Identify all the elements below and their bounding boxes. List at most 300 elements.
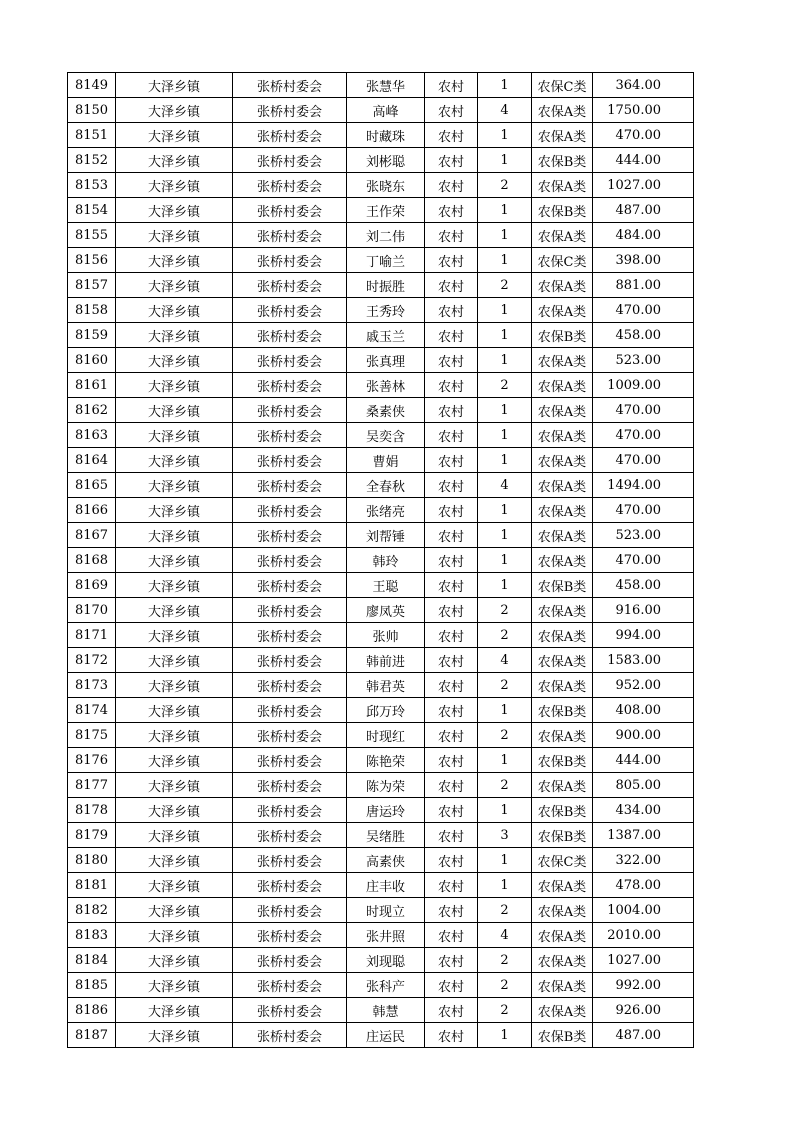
person-name-cell: 吴绪胜	[347, 823, 425, 848]
area-type-cell: 农村	[425, 873, 478, 898]
household-count-cell: 4	[478, 923, 532, 948]
person-name-cell: 刘帮锤	[347, 523, 425, 548]
area-type-cell: 农村	[425, 973, 478, 998]
township-cell: 大泽乡镇	[116, 548, 233, 573]
village-committee-cell: 张桥村委会	[233, 523, 347, 548]
household-count-cell: 1	[478, 848, 532, 873]
household-count-cell: 1	[478, 448, 532, 473]
person-name-cell: 时振胜	[347, 273, 425, 298]
person-name-cell: 刘二伟	[347, 223, 425, 248]
area-type-cell: 农村	[425, 998, 478, 1023]
village-committee-cell: 张桥村委会	[233, 623, 347, 648]
row-number-cell: 8176	[68, 748, 116, 773]
township-cell: 大泽乡镇	[116, 973, 233, 998]
row-number-cell: 8181	[68, 873, 116, 898]
village-committee-cell: 张桥村委会	[233, 748, 347, 773]
township-cell: 大泽乡镇	[116, 673, 233, 698]
table-row	[68, 198, 694, 223]
township-cell: 大泽乡镇	[116, 373, 233, 398]
insurance-category-cell: 农保A类	[532, 723, 593, 748]
village-committee-cell: 张桥村委会	[233, 548, 347, 573]
row-number-cell: 8152	[68, 148, 116, 173]
area-type-cell: 农村	[425, 1023, 478, 1048]
amount-cell: 1750.00	[593, 98, 694, 123]
insurance-category-cell: 农保A类	[532, 448, 593, 473]
township-cell: 大泽乡镇	[116, 423, 233, 448]
amount-cell: 444.00	[593, 148, 694, 173]
row-number-cell: 8155	[68, 223, 116, 248]
amount-cell: 487.00	[593, 1023, 694, 1048]
village-committee-cell: 张桥村委会	[233, 473, 347, 498]
township-cell: 大泽乡镇	[116, 473, 233, 498]
amount-cell: 484.00	[593, 223, 694, 248]
area-type-cell: 农村	[425, 898, 478, 923]
township-cell: 大泽乡镇	[116, 948, 233, 973]
area-type-cell: 农村	[425, 948, 478, 973]
person-name-cell: 高峰	[347, 98, 425, 123]
household-count-cell: 1	[478, 148, 532, 173]
amount-cell: 364.00	[593, 73, 694, 98]
row-number-cell: 8177	[68, 773, 116, 798]
person-name-cell: 韩君英	[347, 673, 425, 698]
amount-cell: 952.00	[593, 673, 694, 698]
village-committee-cell: 张桥村委会	[233, 148, 347, 173]
insurance-category-cell: 农保B类	[532, 148, 593, 173]
household-count-cell: 2	[478, 623, 532, 648]
person-name-cell: 全春秋	[347, 473, 425, 498]
amount-cell: 805.00	[593, 773, 694, 798]
insurance-category-cell: 农保B类	[532, 698, 593, 723]
amount-cell: 1009.00	[593, 373, 694, 398]
row-number-cell: 8169	[68, 573, 116, 598]
row-number-cell: 8180	[68, 848, 116, 873]
row-number-cell: 8175	[68, 723, 116, 748]
village-committee-cell: 张桥村委会	[233, 723, 347, 748]
village-committee-cell: 张桥村委会	[233, 848, 347, 873]
village-committee-cell: 张桥村委会	[233, 298, 347, 323]
amount-cell: 408.00	[593, 698, 694, 723]
insurance-category-cell: 农保A类	[532, 498, 593, 523]
township-cell: 大泽乡镇	[116, 648, 233, 673]
village-committee-cell: 张桥村委会	[233, 373, 347, 398]
household-count-cell: 1	[478, 248, 532, 273]
township-cell: 大泽乡镇	[116, 73, 233, 98]
table-row	[68, 273, 694, 298]
household-count-cell: 1	[478, 498, 532, 523]
township-cell: 大泽乡镇	[116, 698, 233, 723]
village-committee-cell: 张桥村委会	[233, 873, 347, 898]
household-count-cell: 1	[478, 423, 532, 448]
table-row	[68, 298, 694, 323]
table-row	[68, 973, 694, 998]
insurance-category-cell: 农保A类	[532, 348, 593, 373]
household-count-cell: 1	[478, 123, 532, 148]
insurance-category-cell: 农保A类	[532, 373, 593, 398]
row-number-cell: 8168	[68, 548, 116, 573]
amount-cell: 487.00	[593, 198, 694, 223]
village-committee-cell: 张桥村委会	[233, 798, 347, 823]
township-cell: 大泽乡镇	[116, 873, 233, 898]
village-committee-cell: 张桥村委会	[233, 248, 347, 273]
insurance-category-cell: 农保A类	[532, 523, 593, 548]
village-committee-cell: 张桥村委会	[233, 73, 347, 98]
amount-cell: 1004.00	[593, 898, 694, 923]
insurance-category-cell: 农保B类	[532, 748, 593, 773]
household-count-cell: 2	[478, 173, 532, 198]
area-type-cell: 农村	[425, 698, 478, 723]
row-number-cell: 8186	[68, 998, 116, 1023]
person-name-cell: 韩慧	[347, 998, 425, 1023]
person-name-cell: 张善林	[347, 373, 425, 398]
township-cell: 大泽乡镇	[116, 98, 233, 123]
row-number-cell: 8163	[68, 423, 116, 448]
person-name-cell: 张真理	[347, 348, 425, 373]
table-row	[68, 748, 694, 773]
row-number-cell: 8162	[68, 398, 116, 423]
township-cell: 大泽乡镇	[116, 748, 233, 773]
amount-cell: 458.00	[593, 573, 694, 598]
amount-cell: 470.00	[593, 423, 694, 448]
insurance-category-cell: 农保A类	[532, 648, 593, 673]
insurance-category-cell: 农保A类	[532, 398, 593, 423]
township-cell: 大泽乡镇	[116, 898, 233, 923]
person-name-cell: 韩玲	[347, 548, 425, 573]
area-type-cell: 农村	[425, 298, 478, 323]
township-cell: 大泽乡镇	[116, 198, 233, 223]
area-type-cell: 农村	[425, 848, 478, 873]
area-type-cell: 农村	[425, 823, 478, 848]
table-row	[68, 798, 694, 823]
amount-cell: 470.00	[593, 498, 694, 523]
person-name-cell: 刘现聪	[347, 948, 425, 973]
table-row	[68, 723, 694, 748]
row-number-cell: 8150	[68, 98, 116, 123]
table-row	[68, 498, 694, 523]
amount-cell: 881.00	[593, 273, 694, 298]
table-row	[68, 423, 694, 448]
person-name-cell: 陈为荣	[347, 773, 425, 798]
township-cell: 大泽乡镇	[116, 398, 233, 423]
household-count-cell: 1	[478, 223, 532, 248]
insurance-category-cell: 农保A类	[532, 298, 593, 323]
township-cell: 大泽乡镇	[116, 273, 233, 298]
table-row	[68, 373, 694, 398]
insurance-category-cell: 农保A类	[532, 948, 593, 973]
amount-cell: 444.00	[593, 748, 694, 773]
area-type-cell: 农村	[425, 323, 478, 348]
township-cell: 大泽乡镇	[116, 348, 233, 373]
household-count-cell: 2	[478, 998, 532, 1023]
area-type-cell: 农村	[425, 548, 478, 573]
amount-cell: 2010.00	[593, 923, 694, 948]
table-row	[68, 773, 694, 798]
table-row	[68, 523, 694, 548]
village-committee-cell: 张桥村委会	[233, 673, 347, 698]
insurance-category-cell: 农保B类	[532, 573, 593, 598]
person-name-cell: 时藏珠	[347, 123, 425, 148]
amount-cell: 1494.00	[593, 473, 694, 498]
village-committee-cell: 张桥村委会	[233, 223, 347, 248]
table-row	[68, 673, 694, 698]
insurance-category-cell: 农保A类	[532, 898, 593, 923]
area-type-cell: 农村	[425, 473, 478, 498]
household-count-cell: 1	[478, 73, 532, 98]
insurance-category-cell: 农保A类	[532, 423, 593, 448]
insurance-category-cell: 农保C类	[532, 248, 593, 273]
insurance-category-cell: 农保C类	[532, 73, 593, 98]
household-count-cell: 1	[478, 348, 532, 373]
household-count-cell: 2	[478, 598, 532, 623]
household-count-cell: 2	[478, 773, 532, 798]
area-type-cell: 农村	[425, 98, 478, 123]
amount-cell: 523.00	[593, 523, 694, 548]
village-committee-cell: 张桥村委会	[233, 898, 347, 923]
table-row	[68, 98, 694, 123]
township-cell: 大泽乡镇	[116, 523, 233, 548]
table-row	[68, 573, 694, 598]
table-row	[68, 598, 694, 623]
village-committee-cell: 张桥村委会	[233, 323, 347, 348]
table-row	[68, 148, 694, 173]
insurance-category-cell: 农保B类	[532, 198, 593, 223]
area-type-cell: 农村	[425, 198, 478, 223]
household-count-cell: 1	[478, 873, 532, 898]
insurance-category-cell: 农保B类	[532, 798, 593, 823]
table-row	[68, 823, 694, 848]
area-type-cell: 农村	[425, 273, 478, 298]
household-count-cell: 2	[478, 673, 532, 698]
table-row	[68, 473, 694, 498]
amount-cell: 1583.00	[593, 648, 694, 673]
table-row	[68, 698, 694, 723]
township-cell: 大泽乡镇	[116, 248, 233, 273]
person-name-cell: 张慧华	[347, 73, 425, 98]
row-number-cell: 8179	[68, 823, 116, 848]
amount-cell: 900.00	[593, 723, 694, 748]
person-name-cell: 王秀玲	[347, 298, 425, 323]
table-row	[68, 848, 694, 873]
township-cell: 大泽乡镇	[116, 1023, 233, 1048]
area-type-cell: 农村	[425, 598, 478, 623]
township-cell: 大泽乡镇	[116, 923, 233, 948]
village-committee-cell: 张桥村委会	[233, 998, 347, 1023]
amount-cell: 1027.00	[593, 173, 694, 198]
insurance-category-cell: 农保A类	[532, 123, 593, 148]
township-cell: 大泽乡镇	[116, 798, 233, 823]
area-type-cell: 农村	[425, 623, 478, 648]
area-type-cell: 农村	[425, 123, 478, 148]
area-type-cell: 农村	[425, 448, 478, 473]
table-row	[68, 323, 694, 348]
person-name-cell: 张绪亮	[347, 498, 425, 523]
table-row	[68, 998, 694, 1023]
village-committee-cell: 张桥村委会	[233, 1023, 347, 1048]
township-cell: 大泽乡镇	[116, 998, 233, 1023]
person-name-cell: 张晓东	[347, 173, 425, 198]
amount-cell: 926.00	[593, 998, 694, 1023]
household-count-cell: 3	[478, 823, 532, 848]
township-cell: 大泽乡镇	[116, 498, 233, 523]
insurance-category-cell: 农保B类	[532, 323, 593, 348]
person-name-cell: 陈艳荣	[347, 748, 425, 773]
amount-cell: 523.00	[593, 348, 694, 373]
insurance-category-cell: 农保A类	[532, 873, 593, 898]
insurance-category-cell: 农保A类	[532, 923, 593, 948]
area-type-cell: 农村	[425, 223, 478, 248]
area-type-cell: 农村	[425, 673, 478, 698]
area-type-cell: 农村	[425, 173, 478, 198]
village-committee-cell: 张桥村委会	[233, 573, 347, 598]
table-row	[68, 548, 694, 573]
row-number-cell: 8161	[68, 373, 116, 398]
insurance-category-cell: 农保A类	[532, 998, 593, 1023]
household-count-cell: 4	[478, 473, 532, 498]
village-committee-cell: 张桥村委会	[233, 423, 347, 448]
row-number-cell: 8157	[68, 273, 116, 298]
township-cell: 大泽乡镇	[116, 173, 233, 198]
insurance-category-cell: 农保A类	[532, 973, 593, 998]
insurance-category-cell: 农保A类	[532, 623, 593, 648]
row-number-cell: 8170	[68, 598, 116, 623]
household-count-cell: 1	[478, 198, 532, 223]
village-committee-cell: 张桥村委会	[233, 498, 347, 523]
table-row	[68, 173, 694, 198]
village-committee-cell: 张桥村委会	[233, 348, 347, 373]
village-committee-cell: 张桥村委会	[233, 973, 347, 998]
village-committee-cell: 张桥村委会	[233, 273, 347, 298]
person-name-cell: 王作荣	[347, 198, 425, 223]
row-number-cell: 8159	[68, 323, 116, 348]
insurance-category-cell: 农保A类	[532, 223, 593, 248]
insurance-category-cell: 农保A类	[532, 673, 593, 698]
household-count-cell: 1	[478, 748, 532, 773]
person-name-cell: 庄丰收	[347, 873, 425, 898]
amount-cell: 470.00	[593, 123, 694, 148]
insurance-category-cell: 农保A类	[532, 773, 593, 798]
table-row	[68, 398, 694, 423]
person-name-cell: 桑素侠	[347, 398, 425, 423]
township-cell: 大泽乡镇	[116, 723, 233, 748]
township-cell: 大泽乡镇	[116, 323, 233, 348]
household-count-cell: 2	[478, 373, 532, 398]
amount-cell: 1387.00	[593, 823, 694, 848]
insurance-category-cell: 农保A类	[532, 273, 593, 298]
area-type-cell: 农村	[425, 573, 478, 598]
person-name-cell: 时现立	[347, 898, 425, 923]
person-name-cell: 张科产	[347, 973, 425, 998]
table-row	[68, 623, 694, 648]
table-row	[68, 648, 694, 673]
area-type-cell: 农村	[425, 73, 478, 98]
insurance-category-cell: 农保B类	[532, 823, 593, 848]
table-row	[68, 1023, 694, 1048]
area-type-cell: 农村	[425, 148, 478, 173]
person-name-cell: 唐运玲	[347, 798, 425, 823]
area-type-cell: 农村	[425, 373, 478, 398]
household-count-cell: 1	[478, 398, 532, 423]
data-table	[67, 72, 694, 1048]
row-number-cell: 8183	[68, 923, 116, 948]
person-name-cell: 王聪	[347, 573, 425, 598]
household-count-cell: 1	[478, 548, 532, 573]
household-count-cell: 1	[478, 573, 532, 598]
amount-cell: 322.00	[593, 848, 694, 873]
area-type-cell: 农村	[425, 773, 478, 798]
row-number-cell: 8173	[68, 673, 116, 698]
village-committee-cell: 张桥村委会	[233, 448, 347, 473]
table-row	[68, 223, 694, 248]
table-row	[68, 123, 694, 148]
township-cell: 大泽乡镇	[116, 148, 233, 173]
amount-cell: 994.00	[593, 623, 694, 648]
insurance-category-cell: 农保A类	[532, 173, 593, 198]
area-type-cell: 农村	[425, 398, 478, 423]
person-name-cell: 廖凤英	[347, 598, 425, 623]
household-count-cell: 2	[478, 273, 532, 298]
row-number-cell: 8164	[68, 448, 116, 473]
row-number-cell: 8167	[68, 523, 116, 548]
person-name-cell: 时现红	[347, 723, 425, 748]
village-committee-cell: 张桥村委会	[233, 648, 347, 673]
person-name-cell: 张帅	[347, 623, 425, 648]
township-cell: 大泽乡镇	[116, 223, 233, 248]
table-row	[68, 248, 694, 273]
row-number-cell: 8160	[68, 348, 116, 373]
area-type-cell: 农村	[425, 723, 478, 748]
insurance-category-cell: 农保C类	[532, 848, 593, 873]
person-name-cell: 高素侠	[347, 848, 425, 873]
village-committee-cell: 张桥村委会	[233, 823, 347, 848]
table-row	[68, 348, 694, 373]
row-number-cell: 8149	[68, 73, 116, 98]
person-name-cell: 刘彬聪	[347, 148, 425, 173]
amount-cell: 470.00	[593, 298, 694, 323]
township-cell: 大泽乡镇	[116, 773, 233, 798]
person-name-cell: 张井照	[347, 923, 425, 948]
amount-cell: 470.00	[593, 398, 694, 423]
area-type-cell: 农村	[425, 798, 478, 823]
household-count-cell: 1	[478, 1023, 532, 1048]
area-type-cell: 农村	[425, 348, 478, 373]
village-committee-cell: 张桥村委会	[233, 198, 347, 223]
village-committee-cell: 张桥村委会	[233, 698, 347, 723]
row-number-cell: 8171	[68, 623, 116, 648]
household-count-cell: 2	[478, 973, 532, 998]
township-cell: 大泽乡镇	[116, 598, 233, 623]
row-number-cell: 8166	[68, 498, 116, 523]
township-cell: 大泽乡镇	[116, 848, 233, 873]
household-count-cell: 1	[478, 298, 532, 323]
row-number-cell: 8178	[68, 798, 116, 823]
table-row	[68, 923, 694, 948]
amount-cell: 478.00	[593, 873, 694, 898]
row-number-cell: 8153	[68, 173, 116, 198]
township-cell: 大泽乡镇	[116, 623, 233, 648]
table-body	[68, 73, 694, 1048]
village-committee-cell: 张桥村委会	[233, 98, 347, 123]
township-cell: 大泽乡镇	[116, 823, 233, 848]
person-name-cell: 丁喻兰	[347, 248, 425, 273]
person-name-cell: 邱万玲	[347, 698, 425, 723]
village-committee-cell: 张桥村委会	[233, 398, 347, 423]
amount-cell: 992.00	[593, 973, 694, 998]
insurance-category-cell: 农保B类	[532, 1023, 593, 1048]
row-number-cell: 8174	[68, 698, 116, 723]
village-committee-cell: 张桥村委会	[233, 173, 347, 198]
person-name-cell: 庄运民	[347, 1023, 425, 1048]
row-number-cell: 8158	[68, 298, 116, 323]
insurance-category-cell: 农保A类	[532, 98, 593, 123]
